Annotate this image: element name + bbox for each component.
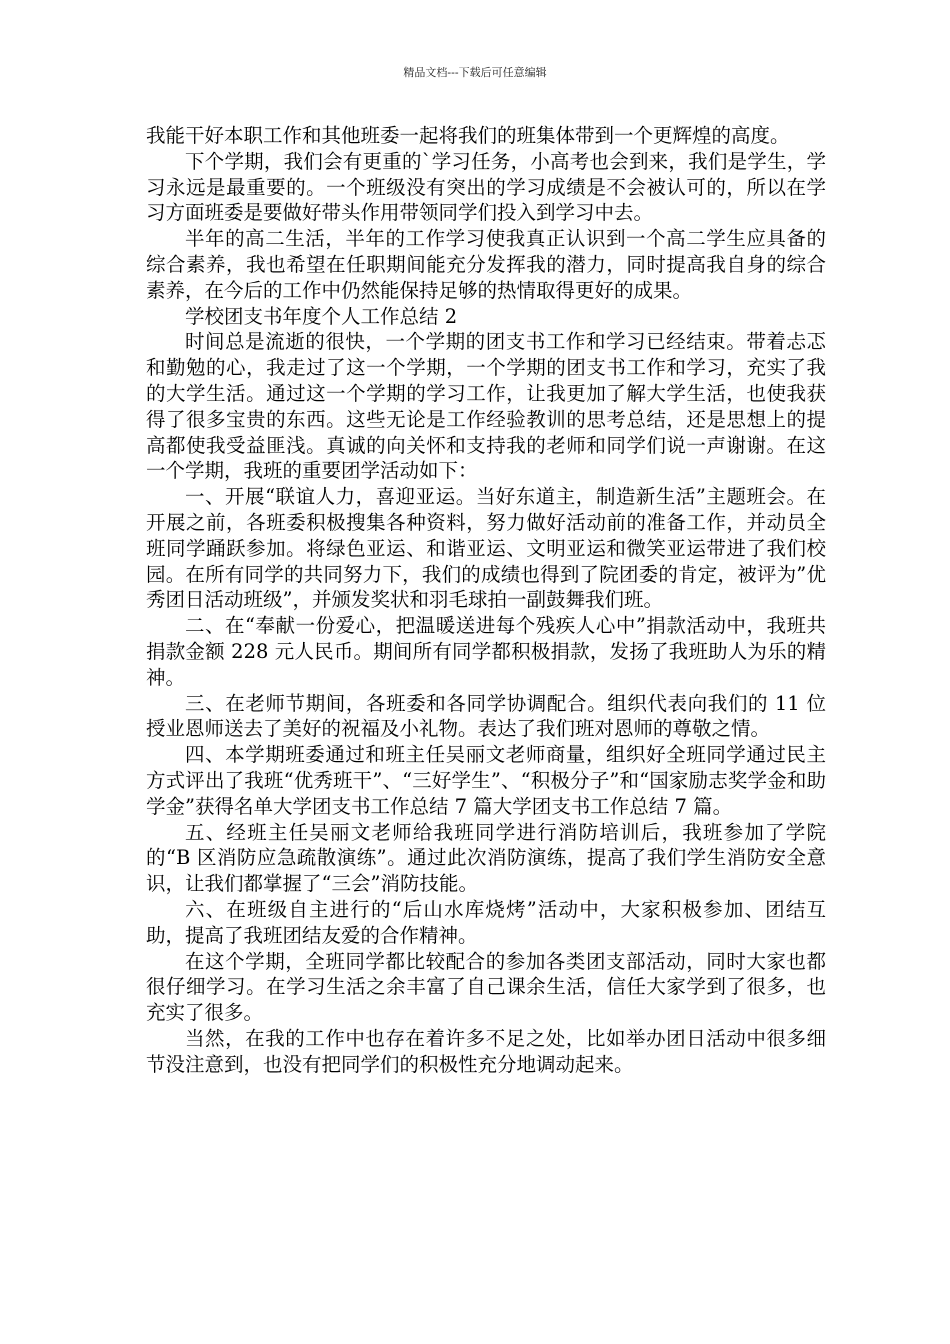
paragraph: 二、在“奉献一份爱心，把温暖送进每个残疾人心中”捐款活动中，我班共捐款金额 228 元人民币。期间所有同学都积极捐款，发扬了我班助人为乐的精神。 [146,614,826,689]
page-header: 精品文档---下载后可任意编辑 [403,66,547,79]
paragraph: 半年的高二生活，半年的工作学习使我真正认识到一个高二学生应具备的综合素养，我也希望在任职期间能充分发挥我的潜力，同时提高我自身的综合素养，在今后的工作中仍然能保持足够的热情取得更好的成果。 [146,227,826,302]
paragraph: 六、在班级自主进行的“后山水库烧烤”活动中，大家积极参加、团结互助，提高了我班团结友爱的合作精神。 [146,897,826,947]
paragraph: 下个学期，我们会有更重的`学习任务，小高考也会到来，我们是学生，学习永远是最重要的。一个班级没有突出的学习成绩是不会被认可的，所以在学习方面班委是要做好带头作用带领同学们投入到学习中去。 [146,149,826,225]
paragraph: 我能干好本职工作和其他班委一起将我们的班集体带到一个更辉煌的高度。 [146,124,790,147]
section-heading: 学校团支书年度个人工作总结 2 [185,304,458,328]
paragraph: 一、开展“联谊人力，喜迎亚运。当好东道主，制造新生活”主题班会。在开展之前，各班委积极搜集各种资料，努力做好活动前的准备工作，并动员全班同学踊跃参加。将绿色亚运、和谐亚运、文明亚运和微笑亚运带进了我们校园。在所有同学的共同努力下，我们的成绩也得到了院团委的肯定，被评为”优秀团日活动班级”，并颁发奖状和羽毛球拍一副鼓舞我们班。 [146,485,826,612]
paragraph: 当然，在我的工作中也存在着许多不足之处，比如举办团日活动中很多细节没注意到，也没有把同学们的积极性充分地调动起来。 [146,1026,826,1076]
paragraph: 五、经班主任吴丽文老师给我班同学进行消防培训后，我班参加了学院的“B 区消防应急疏散演练”。通过此次消防演练，提高了我们学生消防安全意识，让我们都掌握了“三会”消防技能。 [146,820,826,896]
paragraph: 三、在老师节期间，各班委和各同学协调配合。组织代表向我们的 11 位授业恩师送去了美好的祝福及小礼物。表达了我们班对恩师的尊敬之情。 [146,691,826,741]
paragraph: 四、本学期班委通过和班主任吴丽文老师商量，组织好全班同学通过民主方式评出了我班“优秀班干”、“三好学生”、“积极分子”和“国家励志奖学金和助学金”获得名单大学团支书工作总结 7 篇大学团支书工作总结 7 篇。 [146,743,826,818]
document-body [146,123,826,1077]
paragraph: 在这个学期，全班同学都比较配合的参加各类团支部活动，同时大家也都很仔细学习。在学习生活之余丰富了自己课余生活，信任大家学到了很多，也充实了很多。 [146,949,826,1025]
paragraph: 时间总是流逝的很快，一个学期的团支书工作和学习已经结束。带着忐忑和勤勉的心，我走过了这一个学期，一个学期的团支书工作和学习，充实了我的大学生活。通过这一个学期的学习工作，让我更加了解大学生活，也使我获得了很多宝贵的东西。这些无论是工作经验教训的思考总结，还是思想上的提高都使我受益匪浅。真诚的向关怀和支持我的老师和同学们说一声谢谢。在这一个学期，我班的重要团学活动如下： [146,330,826,483]
